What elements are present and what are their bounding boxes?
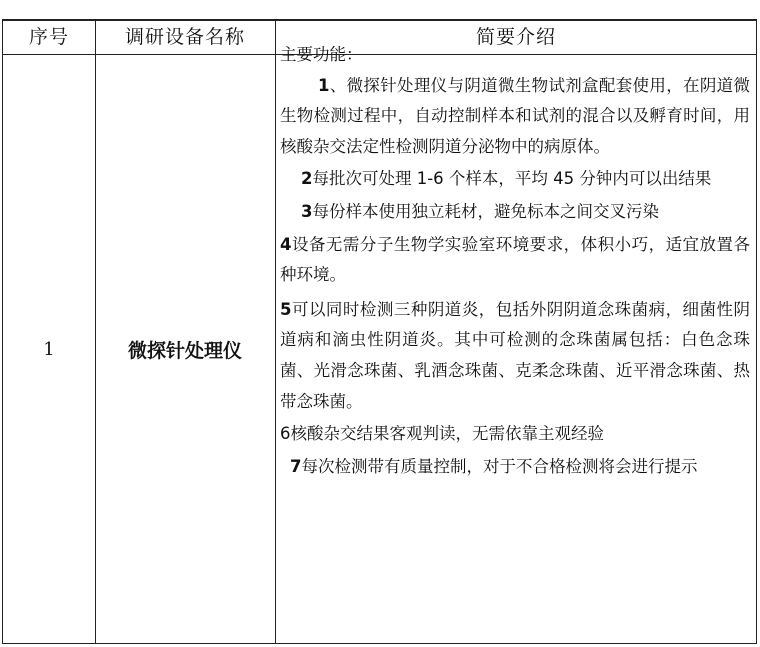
feature-number: 2 [301, 169, 313, 189]
feature-number: 5 [280, 299, 292, 319]
feature-item-3 [280, 197, 750, 228]
feature-text: 可以同时检测三种阴道炎，包括外阴阴道念珠菌病，细菌性阴道病和滴虫性阴道炎。其中可检测的念珠菌属包括：白色念珠菌、光滑念珠菌、乳酒念珠菌、克柔念珠菌、近平滑念珠菌、热带念珠菌。 [280, 299, 750, 411]
description-heading: 主要功能： [280, 45, 363, 64]
header-description: 简要介绍 [475, 26, 556, 48]
row-device-name: 微探针处理仪 [127, 339, 242, 362]
feature-item-5 [280, 295, 750, 417]
feature-text: 每次检测带有质量控制，对于不合格检测将会进行提示 [301, 456, 698, 476]
feature-text: 核酸杂交结果客观判读，无需依靠主观经验 [290, 424, 604, 444]
feature-text: 设备无需分子生物学实验室环境要求，体积小巧，适宜放置各种环境。 [280, 234, 750, 285]
feature-number: 3 [301, 201, 313, 221]
feature-number: 4 [280, 234, 292, 254]
feature-item-1 [280, 71, 750, 163]
row-index-cell [3, 55, 95, 643]
feature-number: 7 [290, 456, 302, 476]
feature-item-2 [280, 164, 750, 195]
feature-text: 、微探针处理仪与阴道微生物试剂盒配套使用，在阴道微生物检测过程中，自动控制样本和试剂的混合以及孵育时间，用核酸杂交法定性检测阴道分泌物中的病原体。 [280, 75, 750, 156]
feature-number: 6 [280, 424, 291, 444]
feature-item-6 [280, 419, 750, 450]
feature-number: 1 [317, 75, 330, 95]
feature-item-7 [280, 452, 750, 483]
feature-item-4 [280, 230, 750, 291]
row-index: 1 [43, 338, 55, 360]
column-divider-2 [275, 19, 276, 643]
header-device-name: 调研设备名称 [124, 26, 245, 48]
header-index: 序号 [28, 26, 69, 48]
description-cell [280, 40, 750, 482]
row-device-name-cell [95, 55, 275, 643]
feature-text: 每批次可处理 1-6 个样本，平均 45 分钟内可以出结果 [312, 169, 712, 189]
feature-text: 每份样本使用独立耗材，避免标本之间交叉污染 [312, 201, 659, 221]
